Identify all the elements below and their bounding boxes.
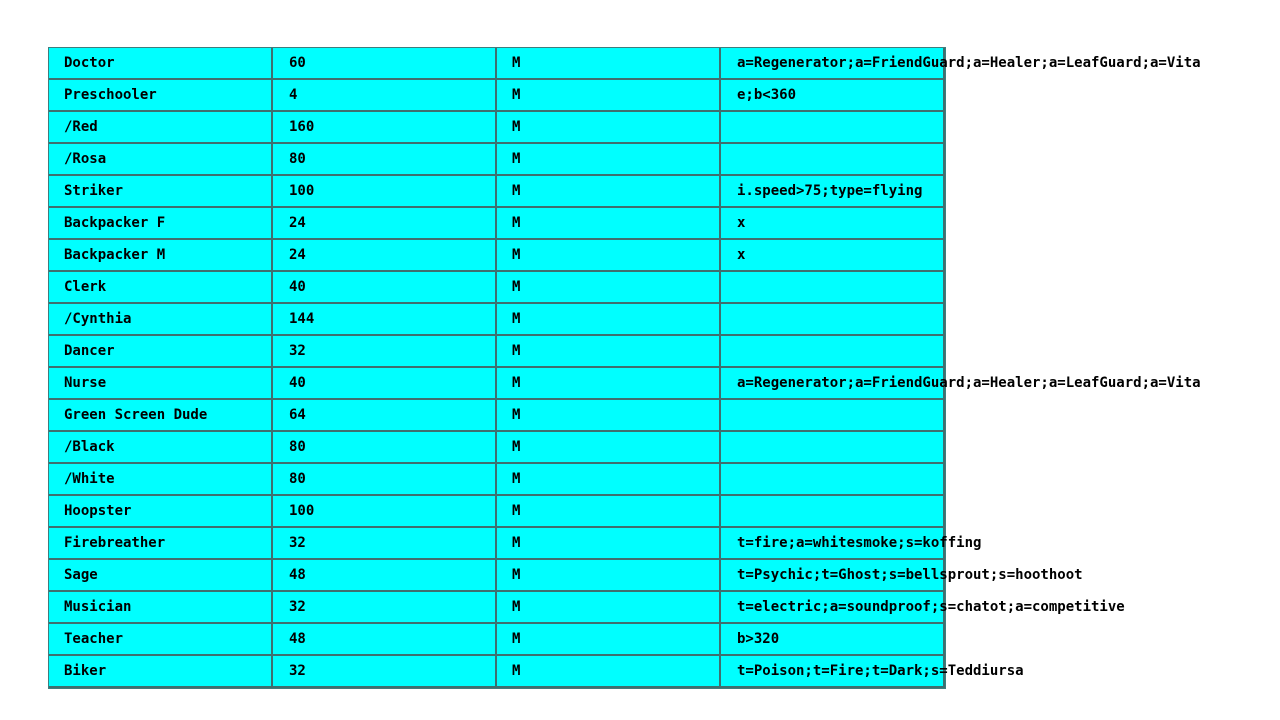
trainer-name-text: Musician bbox=[64, 599, 132, 615]
trainer-gender-cell[interactable] bbox=[497, 592, 721, 624]
trainer-level-cell[interactable] bbox=[273, 272, 497, 304]
trainer-level-text: 80 bbox=[289, 439, 306, 455]
trainer-name-text: Green Screen Dude bbox=[64, 407, 208, 423]
trainer-name-cell[interactable] bbox=[49, 656, 273, 688]
trainer-level-text: 32 bbox=[289, 343, 306, 359]
trainer-name-text: Firebreather bbox=[64, 535, 166, 551]
trainer-name-cell[interactable] bbox=[49, 208, 273, 240]
trainer-name-cell[interactable] bbox=[49, 272, 273, 304]
trainer-rule-cell[interactable] bbox=[721, 400, 945, 432]
trainer-gender-cell[interactable] bbox=[497, 112, 721, 144]
trainer-rule-text: x bbox=[737, 247, 746, 263]
trainer-gender-cell[interactable] bbox=[497, 208, 721, 240]
trainer-gender-cell[interactable] bbox=[497, 272, 721, 304]
trainer-name-cell[interactable] bbox=[49, 80, 273, 112]
trainer-gender-text: M bbox=[512, 55, 521, 71]
trainer-rule-cell[interactable] bbox=[721, 560, 1083, 592]
trainer-gender-cell[interactable] bbox=[497, 368, 721, 400]
trainer-level-text: 80 bbox=[289, 471, 306, 487]
trainer-level-cell[interactable] bbox=[273, 80, 497, 112]
trainer-level-text: 32 bbox=[289, 663, 306, 679]
trainer-level-text: 48 bbox=[289, 631, 306, 647]
trainer-level-text: 40 bbox=[289, 279, 306, 295]
trainer-name-cell[interactable] bbox=[49, 432, 273, 464]
trainer-name-cell[interactable] bbox=[49, 336, 273, 368]
trainer-rule-text: t=fire;a=whitesmoke;s=koffing bbox=[737, 535, 982, 551]
trainer-gender-cell[interactable] bbox=[497, 48, 721, 80]
trainer-rule-text: e;b<360 bbox=[737, 87, 797, 103]
trainer-gender-text: M bbox=[512, 567, 521, 583]
trainer-gender-text: M bbox=[512, 183, 521, 199]
trainer-gender-text: M bbox=[512, 311, 521, 327]
trainer-level-cell[interactable] bbox=[273, 208, 497, 240]
trainer-name-text: Striker bbox=[64, 183, 124, 199]
trainer-name-cell[interactable] bbox=[49, 592, 273, 624]
trainer-level-text: 100 bbox=[289, 503, 315, 519]
trainer-gender-text: M bbox=[512, 215, 521, 231]
trainer-level-cell[interactable] bbox=[273, 528, 497, 560]
trainer-gender-cell[interactable] bbox=[497, 560, 721, 592]
trainer-rule-text: t=Poison;t=Fire;t=Dark;s=Teddiursa bbox=[737, 663, 1024, 679]
trainer-gender-cell[interactable] bbox=[497, 144, 721, 176]
trainer-rule-text: b>320 bbox=[737, 631, 780, 647]
trainer-level-cell[interactable] bbox=[273, 560, 497, 592]
trainer-level-text: 32 bbox=[289, 535, 306, 551]
trainer-rule-text: t=Psychic;t=Ghost;s=bellsprout;s=hoothoot bbox=[737, 567, 1083, 583]
trainer-level-text: 144 bbox=[289, 311, 315, 327]
trainer-gender-text: M bbox=[512, 599, 521, 615]
trainer-gender-text: M bbox=[512, 471, 521, 487]
trainer-name-text: Backpacker M bbox=[64, 247, 166, 263]
trainer-level-text: 60 bbox=[289, 55, 306, 71]
trainer-gender-text: M bbox=[512, 343, 521, 359]
trainer-rule-cell[interactable] bbox=[721, 368, 1201, 400]
trainer-name-text: /Black bbox=[64, 439, 115, 455]
trainer-rule-cell[interactable] bbox=[721, 240, 945, 272]
trainer-level-text: 100 bbox=[289, 183, 315, 199]
trainer-gender-cell[interactable] bbox=[497, 80, 721, 112]
trainer-gender-text: M bbox=[512, 151, 521, 167]
trainer-level-cell[interactable] bbox=[273, 464, 497, 496]
trainer-gender-cell[interactable] bbox=[497, 496, 721, 528]
trainer-gender-text: M bbox=[512, 119, 521, 135]
trainer-rule-cell[interactable] bbox=[721, 528, 982, 560]
trainer-table bbox=[48, 47, 1201, 689]
trainer-rule-cell[interactable] bbox=[721, 432, 945, 464]
trainer-rule-cell[interactable] bbox=[721, 496, 945, 528]
trainer-level-text: 32 bbox=[289, 599, 306, 615]
trainer-level-text: 24 bbox=[289, 215, 306, 231]
trainer-gender-text: M bbox=[512, 407, 521, 423]
trainer-name-cell[interactable] bbox=[49, 176, 273, 208]
trainer-name-cell[interactable] bbox=[49, 240, 273, 272]
trainer-gender-text: M bbox=[512, 535, 521, 551]
trainer-name-text: /White bbox=[64, 471, 115, 487]
trainer-rule-cell[interactable] bbox=[721, 656, 1024, 688]
trainer-gender-cell[interactable] bbox=[497, 176, 721, 208]
trainer-rule-cell[interactable] bbox=[721, 48, 1201, 80]
trainer-level-text: 4 bbox=[289, 87, 298, 103]
trainer-gender-cell[interactable] bbox=[497, 656, 721, 688]
trainer-level-cell[interactable] bbox=[273, 144, 497, 176]
trainer-level-cell[interactable] bbox=[273, 496, 497, 528]
trainer-level-cell[interactable] bbox=[273, 112, 497, 144]
trainer-rule-cell[interactable] bbox=[721, 144, 945, 176]
trainer-rule-cell[interactable] bbox=[721, 112, 945, 144]
trainer-rule-text: a=Regenerator;a=FriendGuard;a=Healer;a=LeafGuard;a=Vita bbox=[737, 55, 1201, 71]
trainer-rule-cell[interactable] bbox=[721, 464, 945, 496]
trainer-level-text: 40 bbox=[289, 375, 306, 391]
trainer-rule-cell[interactable] bbox=[721, 336, 945, 368]
trainer-rule-cell[interactable] bbox=[721, 592, 1125, 624]
trainer-name-text: Nurse bbox=[64, 375, 107, 391]
trainer-name-cell[interactable] bbox=[49, 400, 273, 432]
trainer-level-cell[interactable] bbox=[273, 48, 497, 80]
trainer-rule-cell[interactable] bbox=[721, 208, 945, 240]
trainer-level-text: 64 bbox=[289, 407, 306, 423]
trainer-level-cell[interactable] bbox=[273, 176, 497, 208]
trainer-rule-text: a=Regenerator;a=FriendGuard;a=Healer;a=LeafGuard;a=Vita bbox=[737, 375, 1201, 391]
trainer-gender-text: M bbox=[512, 663, 521, 679]
trainer-rule-text: i.speed>75;type=flying bbox=[737, 183, 923, 199]
trainer-name-cell[interactable] bbox=[49, 112, 273, 144]
trainer-gender-cell[interactable] bbox=[497, 624, 721, 656]
trainer-level-cell[interactable] bbox=[273, 656, 497, 688]
trainer-name-text: Biker bbox=[64, 663, 107, 679]
trainer-name-cell[interactable] bbox=[49, 48, 273, 80]
trainer-level-cell[interactable] bbox=[273, 624, 497, 656]
trainer-name-cell[interactable] bbox=[49, 496, 273, 528]
trainer-gender-text: M bbox=[512, 439, 521, 455]
trainer-level-text: 24 bbox=[289, 247, 306, 263]
trainer-name-text: /Cynthia bbox=[64, 311, 132, 327]
trainer-level-text: 160 bbox=[289, 119, 315, 135]
trainer-level-text: 80 bbox=[289, 151, 306, 167]
trainer-gender-text: M bbox=[512, 87, 521, 103]
trainer-gender-cell[interactable] bbox=[497, 432, 721, 464]
trainer-gender-cell[interactable] bbox=[497, 464, 721, 496]
trainer-name-cell[interactable] bbox=[49, 624, 273, 656]
trainer-rule-cell[interactable] bbox=[721, 624, 945, 656]
trainer-gender-cell[interactable] bbox=[497, 336, 721, 368]
trainer-gender-text: M bbox=[512, 247, 521, 263]
trainer-level-cell[interactable] bbox=[273, 432, 497, 464]
trainer-name-cell[interactable] bbox=[49, 528, 273, 560]
trainer-name-text: /Red bbox=[64, 119, 98, 135]
trainer-name-text: /Rosa bbox=[64, 151, 107, 167]
trainer-gender-text: M bbox=[512, 631, 521, 647]
trainer-gender-text: M bbox=[512, 375, 521, 391]
trainer-name-text: Teacher bbox=[64, 631, 124, 647]
trainer-name-text: Hoopster bbox=[64, 503, 132, 519]
trainer-name-text: Preschooler bbox=[64, 87, 157, 103]
trainer-name-cell[interactable] bbox=[49, 560, 273, 592]
trainer-level-cell[interactable] bbox=[273, 368, 497, 400]
trainer-gender-text: M bbox=[512, 503, 521, 519]
trainer-name-cell[interactable] bbox=[49, 144, 273, 176]
trainer-name-text: Sage bbox=[64, 567, 98, 583]
trainer-gender-cell[interactable] bbox=[497, 240, 721, 272]
trainer-name-cell[interactable] bbox=[49, 304, 273, 336]
trainer-name-cell[interactable] bbox=[49, 368, 273, 400]
trainer-rule-cell[interactable] bbox=[721, 272, 945, 304]
trainer-level-cell[interactable] bbox=[273, 400, 497, 432]
trainer-name-text: Backpacker F bbox=[64, 215, 166, 231]
trainer-gender-cell[interactable] bbox=[497, 400, 721, 432]
trainer-level-text: 48 bbox=[289, 567, 306, 583]
trainer-gender-cell[interactable] bbox=[497, 528, 721, 560]
trainer-rule-text: x bbox=[737, 215, 746, 231]
trainer-level-cell[interactable] bbox=[273, 592, 497, 624]
trainer-name-text: Dancer bbox=[64, 343, 115, 359]
trainer-rule-cell[interactable] bbox=[721, 304, 945, 336]
trainer-level-cell[interactable] bbox=[273, 304, 497, 336]
trainer-rule-cell[interactable] bbox=[721, 80, 945, 112]
trainer-gender-text: M bbox=[512, 279, 521, 295]
trainer-level-cell[interactable] bbox=[273, 240, 497, 272]
trainer-rule-cell[interactable] bbox=[721, 176, 945, 208]
trainer-name-text: Clerk bbox=[64, 279, 107, 295]
trainer-name-cell[interactable] bbox=[49, 464, 273, 496]
trainer-level-cell[interactable] bbox=[273, 336, 497, 368]
trainer-rule-text: t=electric;a=soundproof;s=chatot;a=competitive bbox=[737, 599, 1125, 615]
trainer-name-text: Doctor bbox=[64, 55, 115, 71]
trainer-gender-cell[interactable] bbox=[497, 304, 721, 336]
